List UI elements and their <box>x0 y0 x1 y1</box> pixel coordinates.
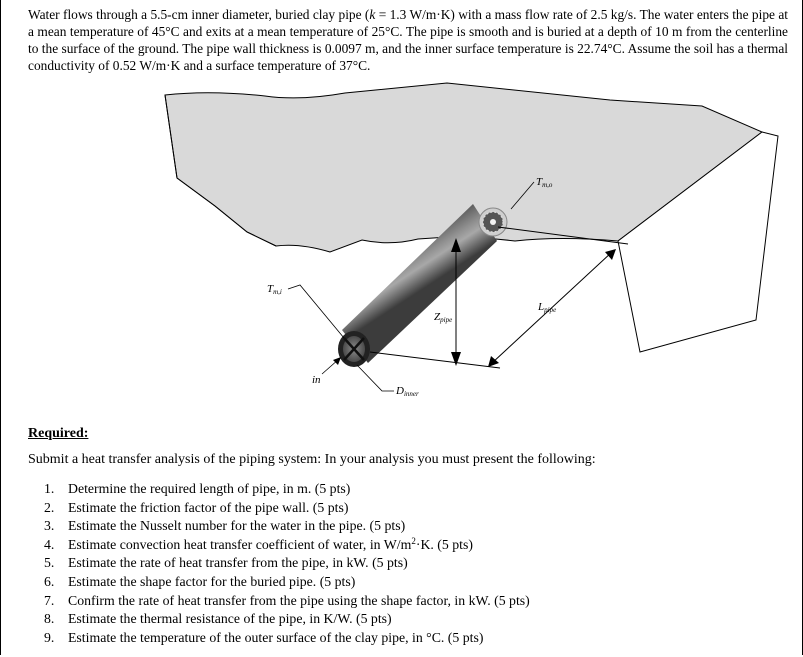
task-item: 3. Estimate the Nusselt number for the water in the pipe. (5 pts) <box>44 518 406 534</box>
zpipe-arrowhead-bottom <box>451 352 461 366</box>
tmi-label: Tm,i <box>267 283 282 296</box>
lpipe-arrowhead-top <box>605 249 616 260</box>
task-item: 7. Confirm the rate of heat transfer from the pipe using the shape factor, in kW. (5 pts) <box>44 592 530 608</box>
problem-text-1: Water flows through a 5.5-cm inner diameter, buried clay pipe ( <box>28 7 370 22</box>
inlet-label: in <box>312 374 321 386</box>
tmo-label: Tm,o <box>536 176 553 189</box>
dinner-leader <box>357 365 394 391</box>
task-list <box>44 480 530 647</box>
task-item: 8. Estimate the thermal resistance of the pipe, in K/W. (5 pts) <box>44 611 392 627</box>
task-item: 5. Estimate the rate of heat transfer from the pipe, in kW. (5 pts) <box>44 555 408 571</box>
instructions: Submit a heat transfer analysis of the piping system: In your analysis you must present the following: <box>28 452 596 467</box>
lpipe-label: Lpipe <box>538 301 557 314</box>
dinner-label: Dinner <box>396 385 419 398</box>
task-item: 6. Estimate the shape factor for the buried pipe. (5 pts) <box>44 573 356 589</box>
task-item: 4. Estimate convection heat transfer coefficient of water, in $W/m^2\cdot K$. (5 pts) <box>44 535 473 552</box>
problem-text-2: = 1.3 W/m·K) with a mass flow rate of 2.5 kg/s. The water enters the pipe at a mean temperature of 45°C and exits at a mean temperature of 25°C. The pipe is smooth and is buried at a depth of 10 m from the centerline to the surface of the ground. The pipe wall thickness is 0.0097 m, and the inner surface temperature is 22.74°C. Assume the soil has a thermal conductivity of 0.52 W/m·K and a surface temperature of 37°C. <box>28 7 788 73</box>
task-item: 2. Estimate the friction factor of the pipe wall. (5 pts) <box>44 499 349 515</box>
task-item: 9. Estimate the temperature of the outer surface of the clay pipe, in °C. (5 pts) <box>44 629 484 645</box>
required-heading: Required: <box>28 426 89 441</box>
conductivity-symbol: k <box>369 7 376 22</box>
tmi-leader <box>288 285 344 338</box>
centerline-inlet <box>370 352 500 368</box>
zpipe-label: Zpipe <box>434 311 453 324</box>
task-item: 1. Determine the required length of pipe, in m. (5 pts) <box>44 481 351 496</box>
